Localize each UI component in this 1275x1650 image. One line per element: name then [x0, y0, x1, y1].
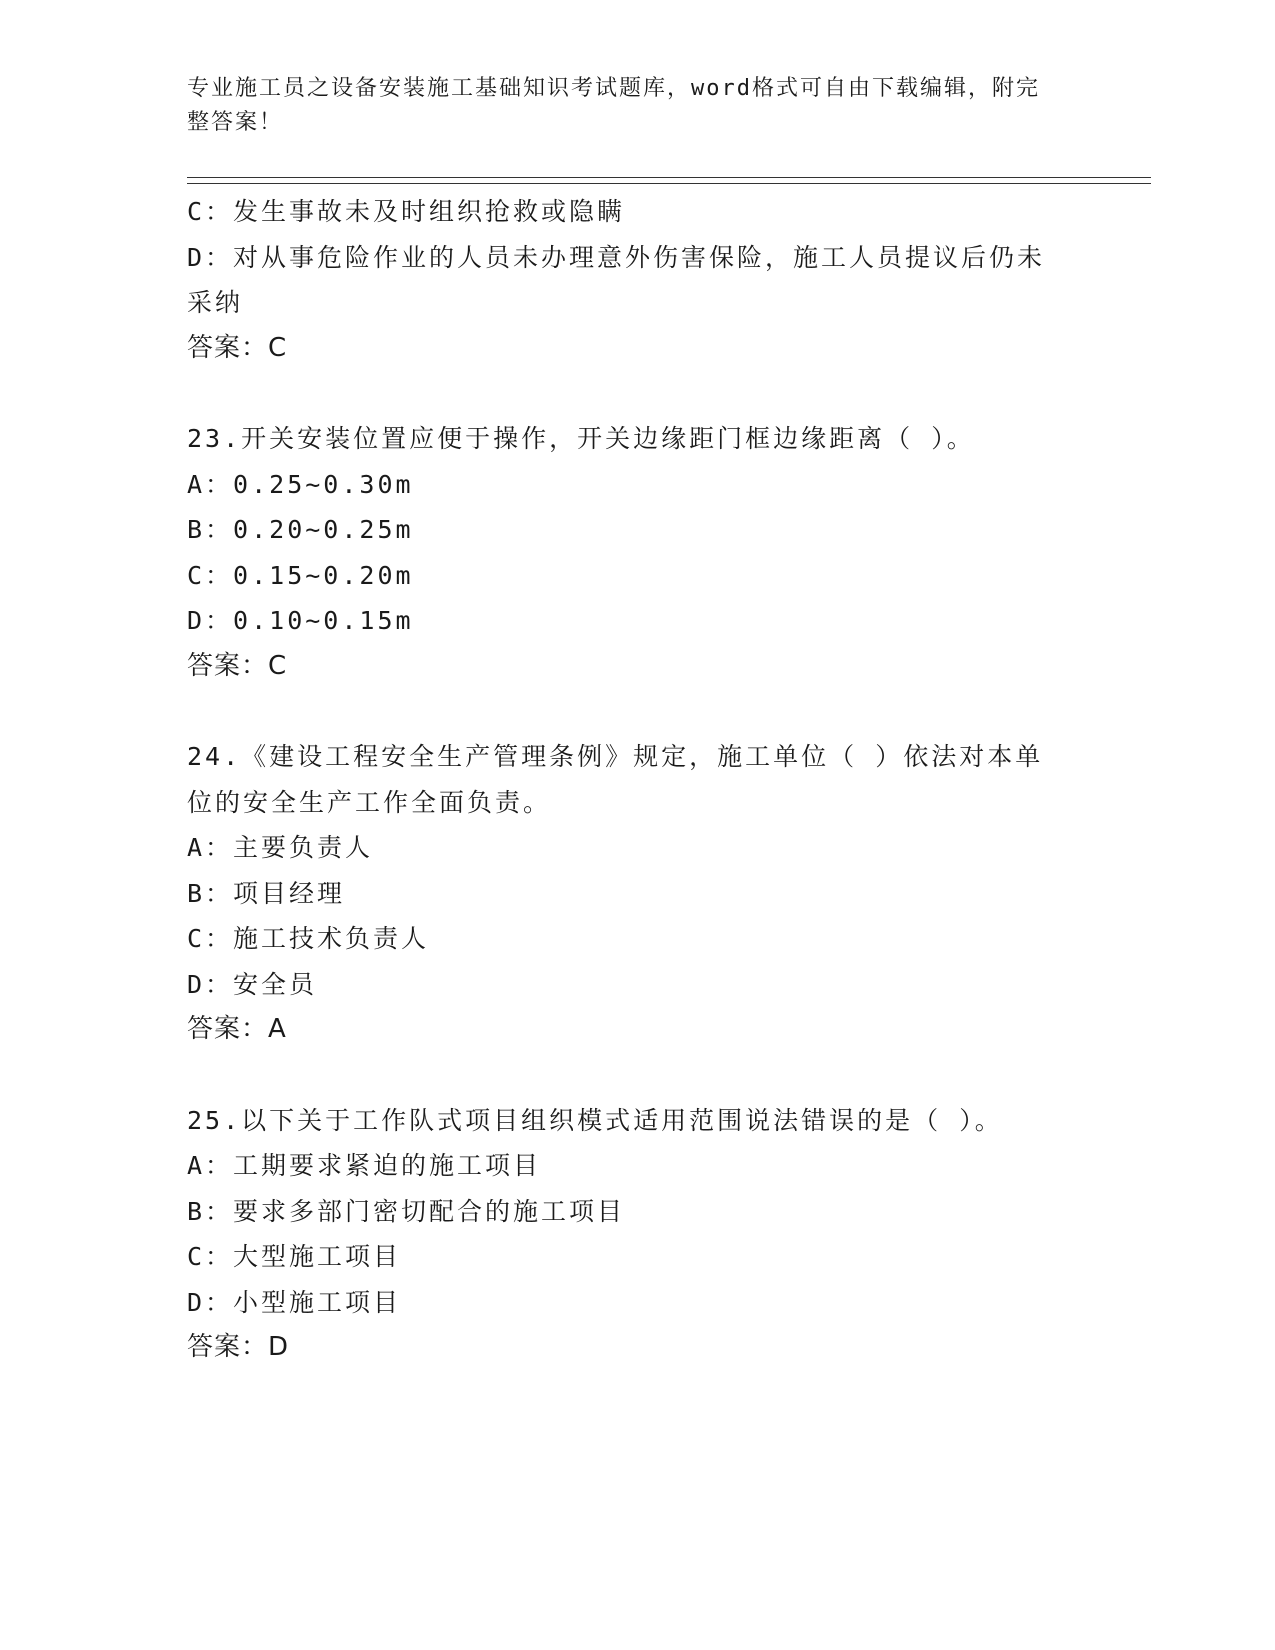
answer: 答案：C — [187, 332, 288, 363]
option-d: D：对从事危险作业的人员未办理意外伤害保险，施工人员提议后仍未 — [187, 242, 1046, 272]
question-25 — [187, 1098, 1087, 1371]
question-content — [187, 189, 1087, 1371]
option-b: B：0.20~0.25m — [187, 515, 414, 544]
option-d: D：安全员 — [187, 969, 318, 999]
page-header — [187, 72, 1067, 140]
option-a: A：工期要求紧迫的施工项目 — [187, 1151, 542, 1180]
option-c: C：施工技术负责人 — [187, 924, 430, 953]
option-d: D：小型施工项目 — [187, 1287, 402, 1317]
spacer — [187, 1053, 1087, 1098]
option-a: A：0.25~0.30m — [187, 469, 414, 499]
question-stem-continued: 位的安全生产工作全面负责。 — [187, 787, 552, 817]
option-c: C：0.15~0.20m — [187, 560, 414, 590]
header-divider — [187, 177, 1151, 184]
question-23 — [187, 416, 1087, 689]
spacer — [187, 371, 1087, 416]
option-c: C：发生事故未及时组织抢救或隐瞒 — [187, 197, 626, 226]
question-stem: 23.开关安装位置应便于操作，开关边缘距门框边缘距离（ ）。 — [187, 424, 975, 453]
option-d-continued: 采纳 — [187, 288, 244, 317]
option-c: C：大型施工项目 — [187, 1242, 402, 1271]
option-d: D：0.10~0.15m — [187, 606, 414, 635]
spacer — [187, 689, 1087, 734]
question-stem: 24.《建设工程安全生产管理条例》规定，施工单位（ ）依法对本单 — [187, 742, 1044, 771]
answer: 答案：C — [187, 650, 288, 681]
option-b: B：要求多部门密切配合的施工项目 — [187, 1196, 626, 1226]
question-stem: 25.以下关于工作队式项目组织模式适用范围说法错误的是（ ）。 — [187, 1105, 1003, 1135]
answer: 答案：A — [187, 1014, 287, 1044]
option-a: A：主要负责人 — [187, 833, 374, 862]
header-line-2: 整答案！ — [187, 110, 284, 135]
question-24 — [187, 734, 1087, 1053]
answer: 答案：D — [187, 1332, 290, 1362]
previous-question-block — [187, 189, 1087, 371]
header-line-1: 专业施工员之设备安装施工基础知识考试题库，word格式可自由下载编辑，附完 — [187, 76, 1040, 101]
option-b: B：项目经理 — [187, 878, 346, 908]
